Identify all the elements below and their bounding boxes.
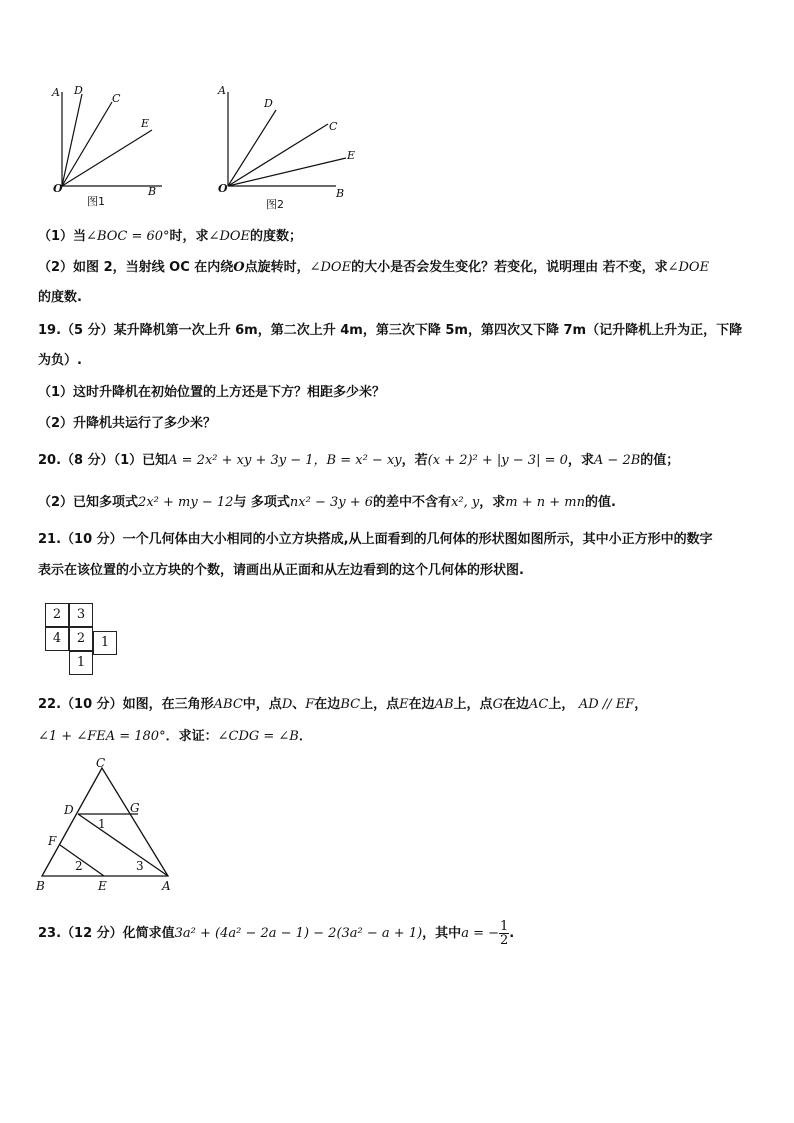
fig1-label-a: A [52,86,60,99]
fig2-caption: 图2 [266,198,284,211]
q19-line2: 为负）. [38,353,82,368]
figure-1 [40,80,180,210]
grid-cell: 3 [69,603,93,627]
fig1-label-b: B [148,185,157,198]
q22-line2: ∠1 + ∠FEA = 180°．求证：∠CDG = ∠B． [38,729,312,744]
tri-label-2: 2 [75,859,83,873]
fig1-label-d: D [74,84,83,97]
fig1-label-o: O [53,182,63,195]
tri-label-e: E [98,879,107,892]
q19-sub1: （1）这时升降机在初始位置的上方还是下方？相距多少米？ [38,385,386,400]
grid-cell: 1 [69,651,93,675]
tri-label-g: G [130,801,140,815]
fraction: $\frac{1}{2}$ [500,919,509,948]
q20-part1: 20.（8 分）（1）已知A = 2x² + xy + 3y − 1，B = x² − xy，若(x + 2)² + |y − 3| = 0，求A − 2B的值； [38,453,680,468]
tri-label-f: F [48,834,57,848]
q21-line2: 表示在该位置的小立方块的个数，请画出从正面和从左边看到的这个几何体的形状图. [38,563,524,578]
fig2-label-c: C [329,120,338,133]
fig2-label-a: A [218,84,226,97]
top-view-grid [45,603,125,677]
q22-line1: 22.（10 分）如图，在三角形ABC中，点D、F在边BC上，点E在边AB上，点G在边AC上， AD // EF， [38,697,648,712]
fig1-label-c: C [112,92,121,105]
tri-label-3: 3 [136,859,144,873]
q23: 23.（12 分）化简求值3a² + (4a² − 2a − 1) − 2(3a² − a + 1)，其中a = − $\frac{1}{2}$ . [38,919,515,948]
grid-cell: 2 [45,603,69,627]
fig1-caption: 图1 [87,195,105,208]
fig2-label-o: O [218,182,228,195]
fig1-label-e: E [141,117,150,130]
q19-line1: 19.（5 分）某升降机第一次上升 6m，第二次上升 4m，第三次下降 5m，第四次又下降 7m（记升降机上升为正，下降 [38,323,743,338]
tri-label-c: C [96,756,106,770]
q19-sub2: （2）升降机共运行了多少米？ [38,416,217,431]
q18-part2: （2）如图 2，当射线 OC 在内绕O点旋转时，∠DOE的大小是否会发生变化？若变化，说明理由 若不变，求∠DOE [38,260,710,275]
fig2-label-b: B [336,187,345,200]
q18-part1: （1）当∠BOC = 60°时，求∠DOE的度数； [38,229,303,244]
tri-label-b: B [36,879,45,892]
q18-part2-cont: 的度数. [38,290,82,305]
triangle-figure [30,756,190,892]
tri-label-1: 1 [98,817,106,831]
q20-part2: （2）已知多项式2x² + my − 12与 多项式nx² − 3y + 6的差中不含有x², y，求m + n + mn的值. [38,495,616,510]
fig2-label-e: E [347,149,356,162]
grid-cell: 4 [45,627,69,651]
fig2-label-d: D [264,97,273,110]
grid-cell: 2 [69,627,93,651]
q21-line1: 21.（10 分）一个几何体由大小相同的小立方块搭成,从上面看到的几何体的形状图如图所示，其中小正方形中的数字 [38,532,713,547]
grid-cell: 1 [93,631,117,655]
tri-label-d: D [64,803,74,817]
figure-2 [208,80,368,215]
tri-label-a: A [162,879,171,892]
